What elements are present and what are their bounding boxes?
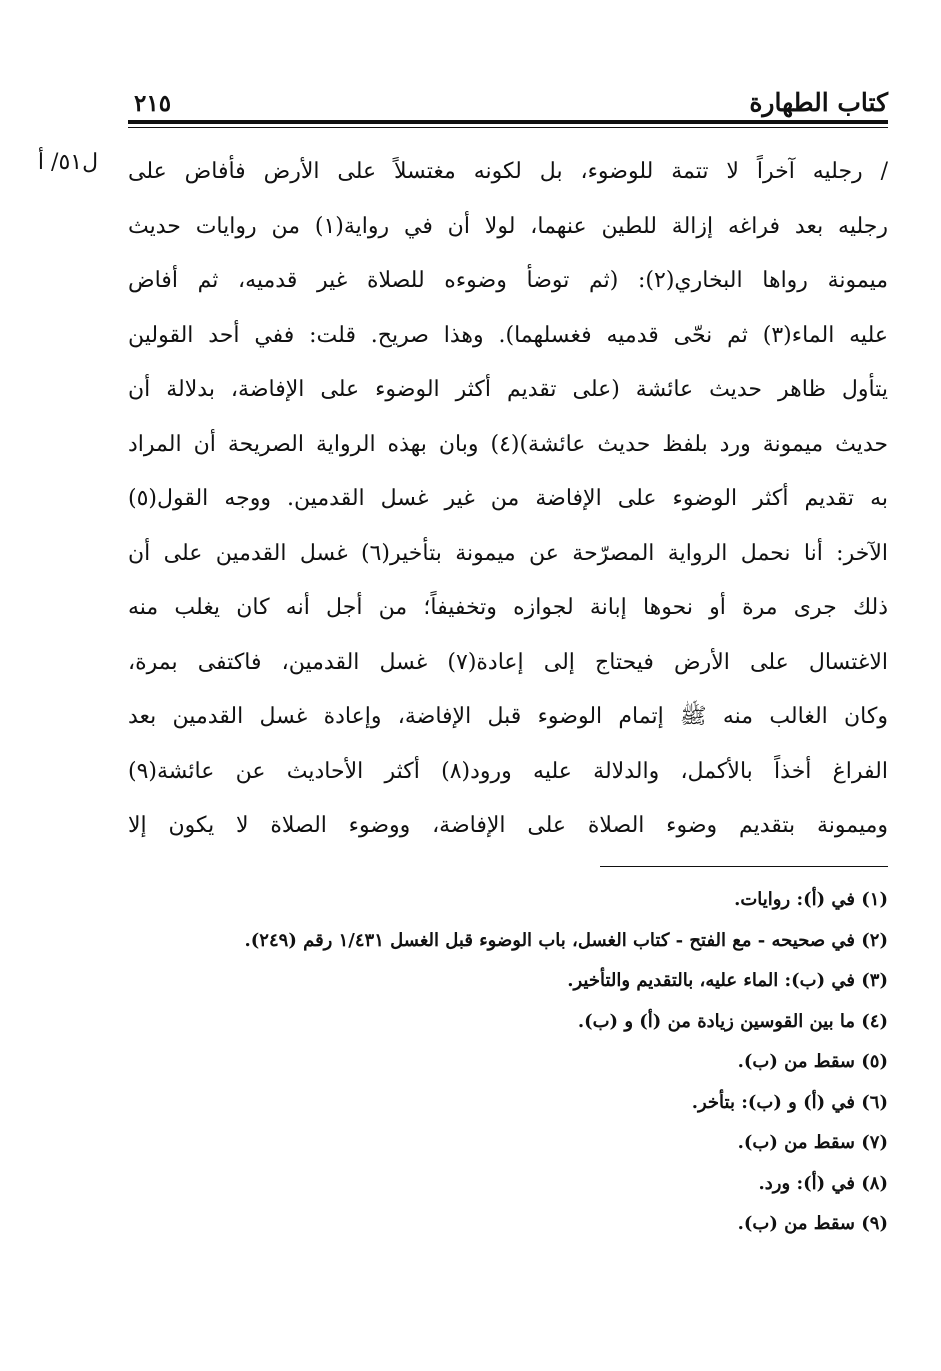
text-line: الفراغ أخذاً بالأكمل، والدلالة عليه ورود(٨) أكثر الأحاديث عن عائشة(٩): [128, 758, 888, 784]
footnote: (٢) في صحيحه - مع الفتح - كتاب الغسل، باب الوضوء قبل الغسل ١/٤٣١ رقم (٢٤٩).: [244, 929, 888, 951]
text-line: وكان الغالب منه ﷺ إتمام الوضوء قبل الإفاضة، وإعادة غسل القدمين بعد: [128, 704, 888, 729]
footnote: (١) في (أ): روايات.: [734, 889, 888, 910]
header-rule-thick: [128, 120, 888, 124]
footnote: (٦) في (أ) و (ب): بتأخر.: [691, 1091, 888, 1113]
text-line: به تقديم أكثر الوضوء على الإفاضة من غير غسل القدمين. ووجه القول(٥): [128, 486, 888, 511]
footnote: (٥) سقط من (ب).: [737, 1051, 888, 1072]
page-number: ٢١٥: [134, 90, 172, 117]
footnote: (٧) سقط من (ب).: [737, 1132, 888, 1153]
text-line: / رجليه آخراً لا تتمة للوضوء، بل لكونه مغتسلاً على الأرض فأفاض على: [128, 159, 888, 184]
text-line: ميمونة رواها البخاري(٢): (ثم توضأ وضوءه للصلاة غير قدميه، ثم أفاض: [128, 268, 888, 293]
main-text: [128, 145, 888, 854]
text-line: رجليه بعد فراغه إزالة للطين عنهما، لولا أن في رواية(١) من روايات حديث: [128, 213, 888, 239]
text-line: الآخر: أنا نحمل الرواية المصرّحة عن ميمونة بتأخير(٦) غسل القدمين على أن: [128, 540, 888, 566]
chapter-title: كتاب الطهارة: [749, 88, 888, 117]
footnote: (٨) في (أ): ورد.: [758, 1172, 888, 1194]
footnotes: [128, 880, 888, 1245]
text-line: عليه الماء(٣) ثم نحّى قدميه فغسلهما). وهذا صريح. قلت: ففي أحد القولين: [128, 322, 888, 348]
footnote: (٤) ما بين القوسين زيادة من (أ) و (ب).: [577, 1010, 888, 1032]
footnote-separator: [600, 866, 888, 867]
footnote: (٩) سقط من (ب).: [737, 1213, 888, 1234]
text-line: يتأول ظاهر حديث عائشة (على تقديم أكثر الوضوء على الإفاضة، بدلالة أن: [128, 377, 888, 402]
running-header: [128, 88, 888, 124]
text-line: وميمونة بتقديم وضوء الصلاة على الإفاضة، ووضوء الصلاة لا يكون إلا: [128, 813, 888, 838]
text-line: الاغتسال على الأرض فيحتاج إلى إعادة(٧) غسل القدمين، فاكتفى بمرة،: [128, 649, 888, 675]
manuscript-folio-note: ل٥١/ أ: [37, 150, 99, 175]
text-line: حديث ميمونة ورد بلفظ حديث عائشة)(٤) وبان بهذه الرواية الصريحة أن المراد: [128, 431, 888, 457]
footnote: (٣) في (ب): الماء عليه، بالتقديم والتأخير.: [567, 970, 888, 991]
text-line: ذلك جرى مرة أو نحوها إبانة لجوازه وتخفيفاً؛ من أجل أنه كان يغلب منه: [128, 595, 888, 620]
header-rule-thin: [128, 127, 888, 128]
